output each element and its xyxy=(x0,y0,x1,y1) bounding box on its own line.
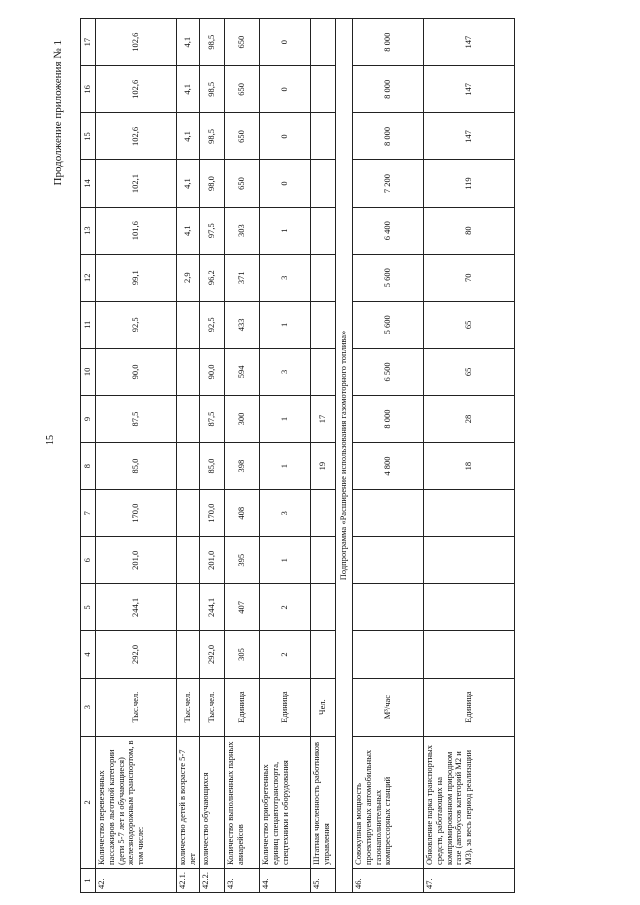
value-cell: 5 600 xyxy=(353,301,424,348)
value-cell: 8 000 xyxy=(353,113,424,160)
indicator-name: Количество перевезенных пассажиров льготной категории (дети 5-7 лет и обучающиеся) железнодорожным транспортом, в том числе: xyxy=(96,736,177,868)
value-cell: 4,1 xyxy=(177,19,200,66)
value-cell xyxy=(177,631,200,678)
value-cell: 98,0 xyxy=(200,160,225,207)
value-cell: 80 xyxy=(424,207,515,254)
row-number: 42.1. xyxy=(177,868,200,892)
row-number: 42. xyxy=(96,868,177,892)
value-cell: 170,0 xyxy=(200,490,225,537)
value-cell: 408 xyxy=(225,490,260,537)
value-cell: 244,1 xyxy=(96,584,177,631)
value-cell: 0 xyxy=(260,19,311,66)
value-cell: 92,5 xyxy=(200,301,225,348)
page-number: 15 xyxy=(45,435,56,445)
value-cell: 87,5 xyxy=(96,395,177,442)
value-cell: 201,0 xyxy=(200,537,225,584)
column-number: 6 xyxy=(81,537,96,584)
table-row xyxy=(177,19,200,893)
value-cell xyxy=(353,631,424,678)
value-cell: 2 xyxy=(260,631,311,678)
indicators-table xyxy=(80,18,515,893)
indicator-name: Штатная численность работников управления xyxy=(311,736,336,868)
unit-of-measure: Чел. xyxy=(311,678,336,736)
value-cell xyxy=(424,631,515,678)
value-cell: 305 xyxy=(225,631,260,678)
value-cell: 147 xyxy=(424,113,515,160)
value-cell xyxy=(353,537,424,584)
value-cell: 102,6 xyxy=(96,113,177,160)
value-cell: 650 xyxy=(225,113,260,160)
value-cell: 0 xyxy=(260,160,311,207)
value-cell: 0 xyxy=(260,113,311,160)
indicator-name: Количество выполненных парных авиарейсов xyxy=(225,736,260,868)
value-cell xyxy=(311,631,336,678)
value-cell: 65 xyxy=(424,348,515,395)
value-cell: 292,0 xyxy=(200,631,225,678)
value-cell: 594 xyxy=(225,348,260,395)
value-cell: 28 xyxy=(424,395,515,442)
value-cell: 292,0 xyxy=(96,631,177,678)
value-cell xyxy=(311,113,336,160)
value-cell: 119 xyxy=(424,160,515,207)
column-number: 9 xyxy=(81,395,96,442)
value-cell: 433 xyxy=(225,301,260,348)
column-number: 17 xyxy=(81,19,96,66)
value-cell xyxy=(177,443,200,490)
unit-of-measure: Тыс.чел. xyxy=(200,678,225,736)
value-cell: 6 500 xyxy=(353,348,424,395)
value-cell xyxy=(311,301,336,348)
value-cell: 6 400 xyxy=(353,207,424,254)
value-cell: 102,1 xyxy=(96,160,177,207)
column-number: 3 xyxy=(81,678,96,736)
value-cell: 102,6 xyxy=(96,66,177,113)
value-cell: 395 xyxy=(225,537,260,584)
value-cell: 4,1 xyxy=(177,207,200,254)
row-number: 44. xyxy=(260,868,311,892)
value-cell: 97,5 xyxy=(200,207,225,254)
value-cell: 65 xyxy=(424,301,515,348)
value-cell xyxy=(424,584,515,631)
value-cell: 3 xyxy=(260,348,311,395)
value-cell xyxy=(177,301,200,348)
column-number: 2 xyxy=(81,736,96,868)
table-row xyxy=(311,19,336,893)
value-cell: 4,1 xyxy=(177,66,200,113)
column-number: 11 xyxy=(81,301,96,348)
value-cell xyxy=(177,584,200,631)
unit-of-measure: М³/час xyxy=(353,678,424,736)
value-cell: 398 xyxy=(225,443,260,490)
value-cell xyxy=(424,537,515,584)
column-number: 14 xyxy=(81,160,96,207)
value-cell xyxy=(177,490,200,537)
row-number: 43. xyxy=(225,868,260,892)
value-cell: 1 xyxy=(260,301,311,348)
value-cell xyxy=(311,584,336,631)
unit-of-measure: Единица xyxy=(424,678,515,736)
value-cell: 98,5 xyxy=(200,66,225,113)
table-row xyxy=(200,19,225,893)
column-number-row xyxy=(81,19,96,893)
value-cell: 85,0 xyxy=(96,443,177,490)
column-number: 16 xyxy=(81,66,96,113)
subprogram-row xyxy=(336,19,353,893)
row-number: 47. xyxy=(424,868,515,892)
value-cell: 371 xyxy=(225,254,260,301)
value-cell: 98,5 xyxy=(200,113,225,160)
table-row xyxy=(424,19,515,893)
value-cell: 2,9 xyxy=(177,254,200,301)
value-cell: 1 xyxy=(260,537,311,584)
value-cell xyxy=(353,490,424,537)
value-cell: 650 xyxy=(225,66,260,113)
value-cell: 0 xyxy=(260,66,311,113)
value-cell: 147 xyxy=(424,66,515,113)
value-cell: 102,6 xyxy=(96,19,177,66)
column-number: 13 xyxy=(81,207,96,254)
value-cell: 1 xyxy=(260,443,311,490)
column-number: 15 xyxy=(81,113,96,160)
indicator-name: Совокупная мощность проектируемых автомобильных газонаполнительных компрессорных станций xyxy=(353,736,424,868)
value-cell: 4,1 xyxy=(177,113,200,160)
value-cell: 90,0 xyxy=(200,348,225,395)
value-cell xyxy=(177,348,200,395)
value-cell xyxy=(311,537,336,584)
column-number: 7 xyxy=(81,490,96,537)
table-row xyxy=(260,19,311,893)
value-cell: 4 800 xyxy=(353,443,424,490)
subprogram-title: Подпрограмма «Расширение использования газомоторного топлива» xyxy=(336,19,353,893)
value-cell: 4,1 xyxy=(177,160,200,207)
value-cell xyxy=(311,207,336,254)
indicator-name: количество детей в возрасте 5-7 лет xyxy=(177,736,200,868)
value-cell xyxy=(311,19,336,66)
value-cell xyxy=(177,537,200,584)
value-cell: 98,5 xyxy=(200,19,225,66)
value-cell: 19 xyxy=(311,443,336,490)
value-cell: 201,0 xyxy=(96,537,177,584)
unit-of-measure: Тыс.чел. xyxy=(96,678,177,736)
value-cell: 170,0 xyxy=(96,490,177,537)
value-cell: 3 xyxy=(260,254,311,301)
value-cell: 650 xyxy=(225,19,260,66)
unit-of-measure: Единица xyxy=(225,678,260,736)
value-cell xyxy=(353,584,424,631)
value-cell: 17 xyxy=(311,395,336,442)
value-cell: 96,2 xyxy=(200,254,225,301)
value-cell xyxy=(424,490,515,537)
unit-of-measure: Единица xyxy=(260,678,311,736)
value-cell: 303 xyxy=(225,207,260,254)
value-cell: 18 xyxy=(424,443,515,490)
value-cell: 300 xyxy=(225,395,260,442)
value-cell: 70 xyxy=(424,254,515,301)
indicator-name: Количество приобретенных единиц спецавтотранспорта, спецтехники и оборудования xyxy=(260,736,311,868)
value-cell: 650 xyxy=(225,160,260,207)
value-cell: 99,1 xyxy=(96,254,177,301)
value-cell: 5 600 xyxy=(353,254,424,301)
value-cell xyxy=(311,66,336,113)
table-row xyxy=(96,19,177,893)
value-cell: 8 000 xyxy=(353,19,424,66)
value-cell: 92,5 xyxy=(96,301,177,348)
column-number: 12 xyxy=(81,254,96,301)
column-number: 10 xyxy=(81,348,96,395)
row-number: 46. xyxy=(353,868,424,892)
column-number: 1 xyxy=(81,868,96,892)
value-cell xyxy=(311,254,336,301)
value-cell: 7 200 xyxy=(353,160,424,207)
column-number: 4 xyxy=(81,631,96,678)
value-cell: 3 xyxy=(260,490,311,537)
row-number: 42.2. xyxy=(200,868,225,892)
value-cell xyxy=(311,348,336,395)
value-cell: 1 xyxy=(260,395,311,442)
value-cell: 8 000 xyxy=(353,66,424,113)
value-cell: 147 xyxy=(424,19,515,66)
value-cell: 101,6 xyxy=(96,207,177,254)
value-cell: 87,5 xyxy=(200,395,225,442)
value-cell xyxy=(177,395,200,442)
value-cell: 244,1 xyxy=(200,584,225,631)
indicator-name: количество обучающихся xyxy=(200,736,225,868)
unit-of-measure: Тыс.чел. xyxy=(177,678,200,736)
value-cell xyxy=(311,490,336,537)
indicator-name: Обновление парка транспортных средств, работающих на компримированном природном газе (автобусов категорий М2 и М3), за весь период реализации xyxy=(424,736,515,868)
value-cell: 85,0 xyxy=(200,443,225,490)
column-number: 8 xyxy=(81,443,96,490)
value-cell: 2 xyxy=(260,584,311,631)
value-cell xyxy=(311,160,336,207)
value-cell: 8 000 xyxy=(353,395,424,442)
value-cell: 1 xyxy=(260,207,311,254)
column-number: 5 xyxy=(81,584,96,631)
table-row xyxy=(225,19,260,893)
value-cell: 90,0 xyxy=(96,348,177,395)
value-cell: 407 xyxy=(225,584,260,631)
continuation-caption: Продолжение приложения № 1 xyxy=(52,40,64,186)
table-row xyxy=(353,19,424,893)
row-number: 45. xyxy=(311,868,336,892)
